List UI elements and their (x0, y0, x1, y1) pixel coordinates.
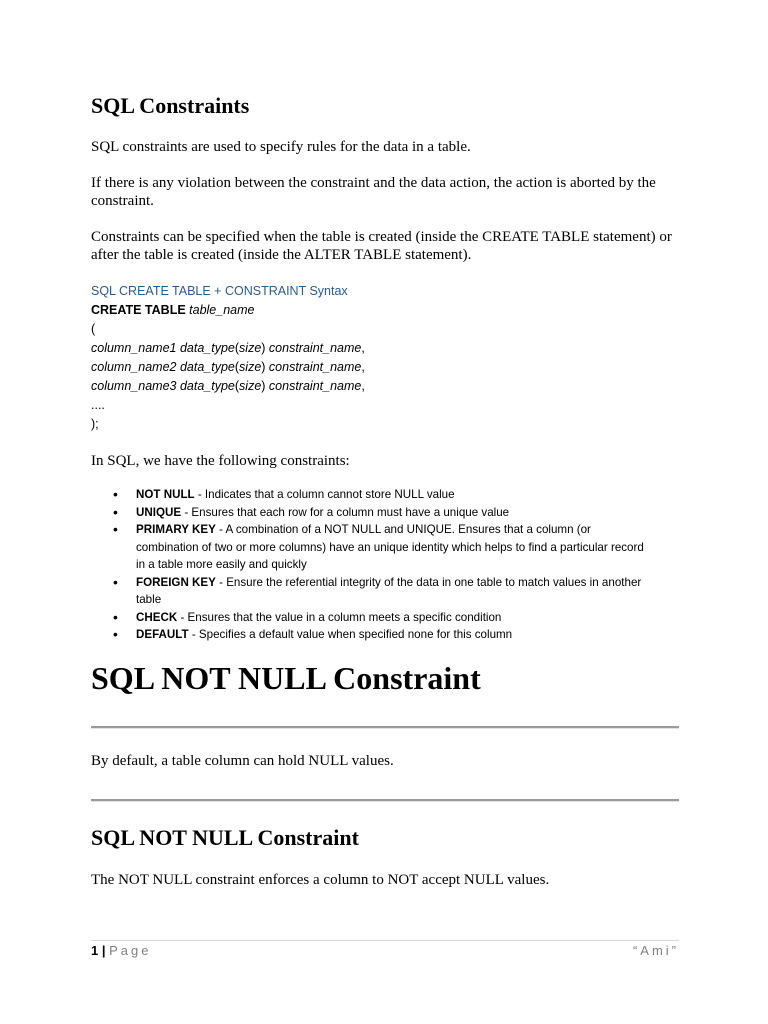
default-null-paragraph: By default, a table column can hold NULL values. (91, 753, 394, 769)
constraints-list (113, 486, 653, 644)
code-line-column: column_name2 data_type(size) constraint_name, (91, 360, 365, 374)
code-line-ellipsis: .... (91, 398, 105, 412)
footer-author: “Ami” (632, 943, 679, 958)
table-name-token: table_name (189, 303, 255, 317)
list-intro: In SQL, we have the following constraints: (91, 453, 350, 469)
page-number: 1 (91, 943, 99, 958)
page-footer: 1 | Page (91, 943, 152, 958)
horizontal-divider (91, 799, 679, 802)
list-item: • DEFAULT - Specifies a default value when specified none for this column (113, 626, 653, 644)
list-item: • NOT NULL - Indicates that a column cannot store NULL value (113, 486, 653, 504)
syntax-heading: SQL CREATE TABLE + CONSTRAINT Syntax (91, 284, 348, 298)
footer-divider (91, 940, 679, 941)
code-line-close: ); (91, 417, 99, 431)
not-null-paragraph: The NOT NULL constraint enforces a column to NOT accept NULL values. (91, 872, 550, 888)
list-item: • UNIQUE - Ensures that each row for a column must have a unique value (113, 504, 653, 522)
horizontal-divider (91, 726, 679, 729)
syntax-code-block (91, 301, 365, 434)
code-line-open-paren: ( (91, 322, 96, 336)
when-specified-paragraph: Constraints can be specified when the table is created (inside the CREATE TABLE statement) or after the table is created (inside the ALTER TABLE statement). (91, 229, 672, 263)
list-item: • PRIMARY KEY - A combination of a NOT NULL and UNIQUE. Ensures that a column (or combination of two or more columns) have an unique identity which helps to find a particular record in a table more easily and quickly (113, 521, 653, 574)
page-label: Page (109, 943, 152, 958)
not-null-subheading: SQL NOT NULL Constraint (91, 825, 359, 850)
code-line-column: column_name3 data_type(size) constraint_name, (91, 379, 365, 393)
violation-paragraph: If there is any violation between the constraint and the data action, the action is aborted by the constraint. (91, 175, 656, 209)
code-line-column: column_name1 data_type(size) constraint_name, (91, 341, 365, 355)
create-keyword: CREATE TABLE (91, 303, 186, 317)
list-item: • CHECK - Ensures that the value in a column meets a specific condition (113, 609, 653, 627)
not-null-heading: SQL NOT NULL Constraint (91, 660, 481, 696)
code-line-create (91, 301, 365, 320)
intro-paragraph: SQL constraints are used to specify rules for the data in a table. (91, 139, 471, 155)
page-title: SQL Constraints (91, 93, 250, 118)
list-item: • FOREIGN KEY - Ensure the referential integrity of the data in one table to match values in another table (113, 574, 653, 609)
